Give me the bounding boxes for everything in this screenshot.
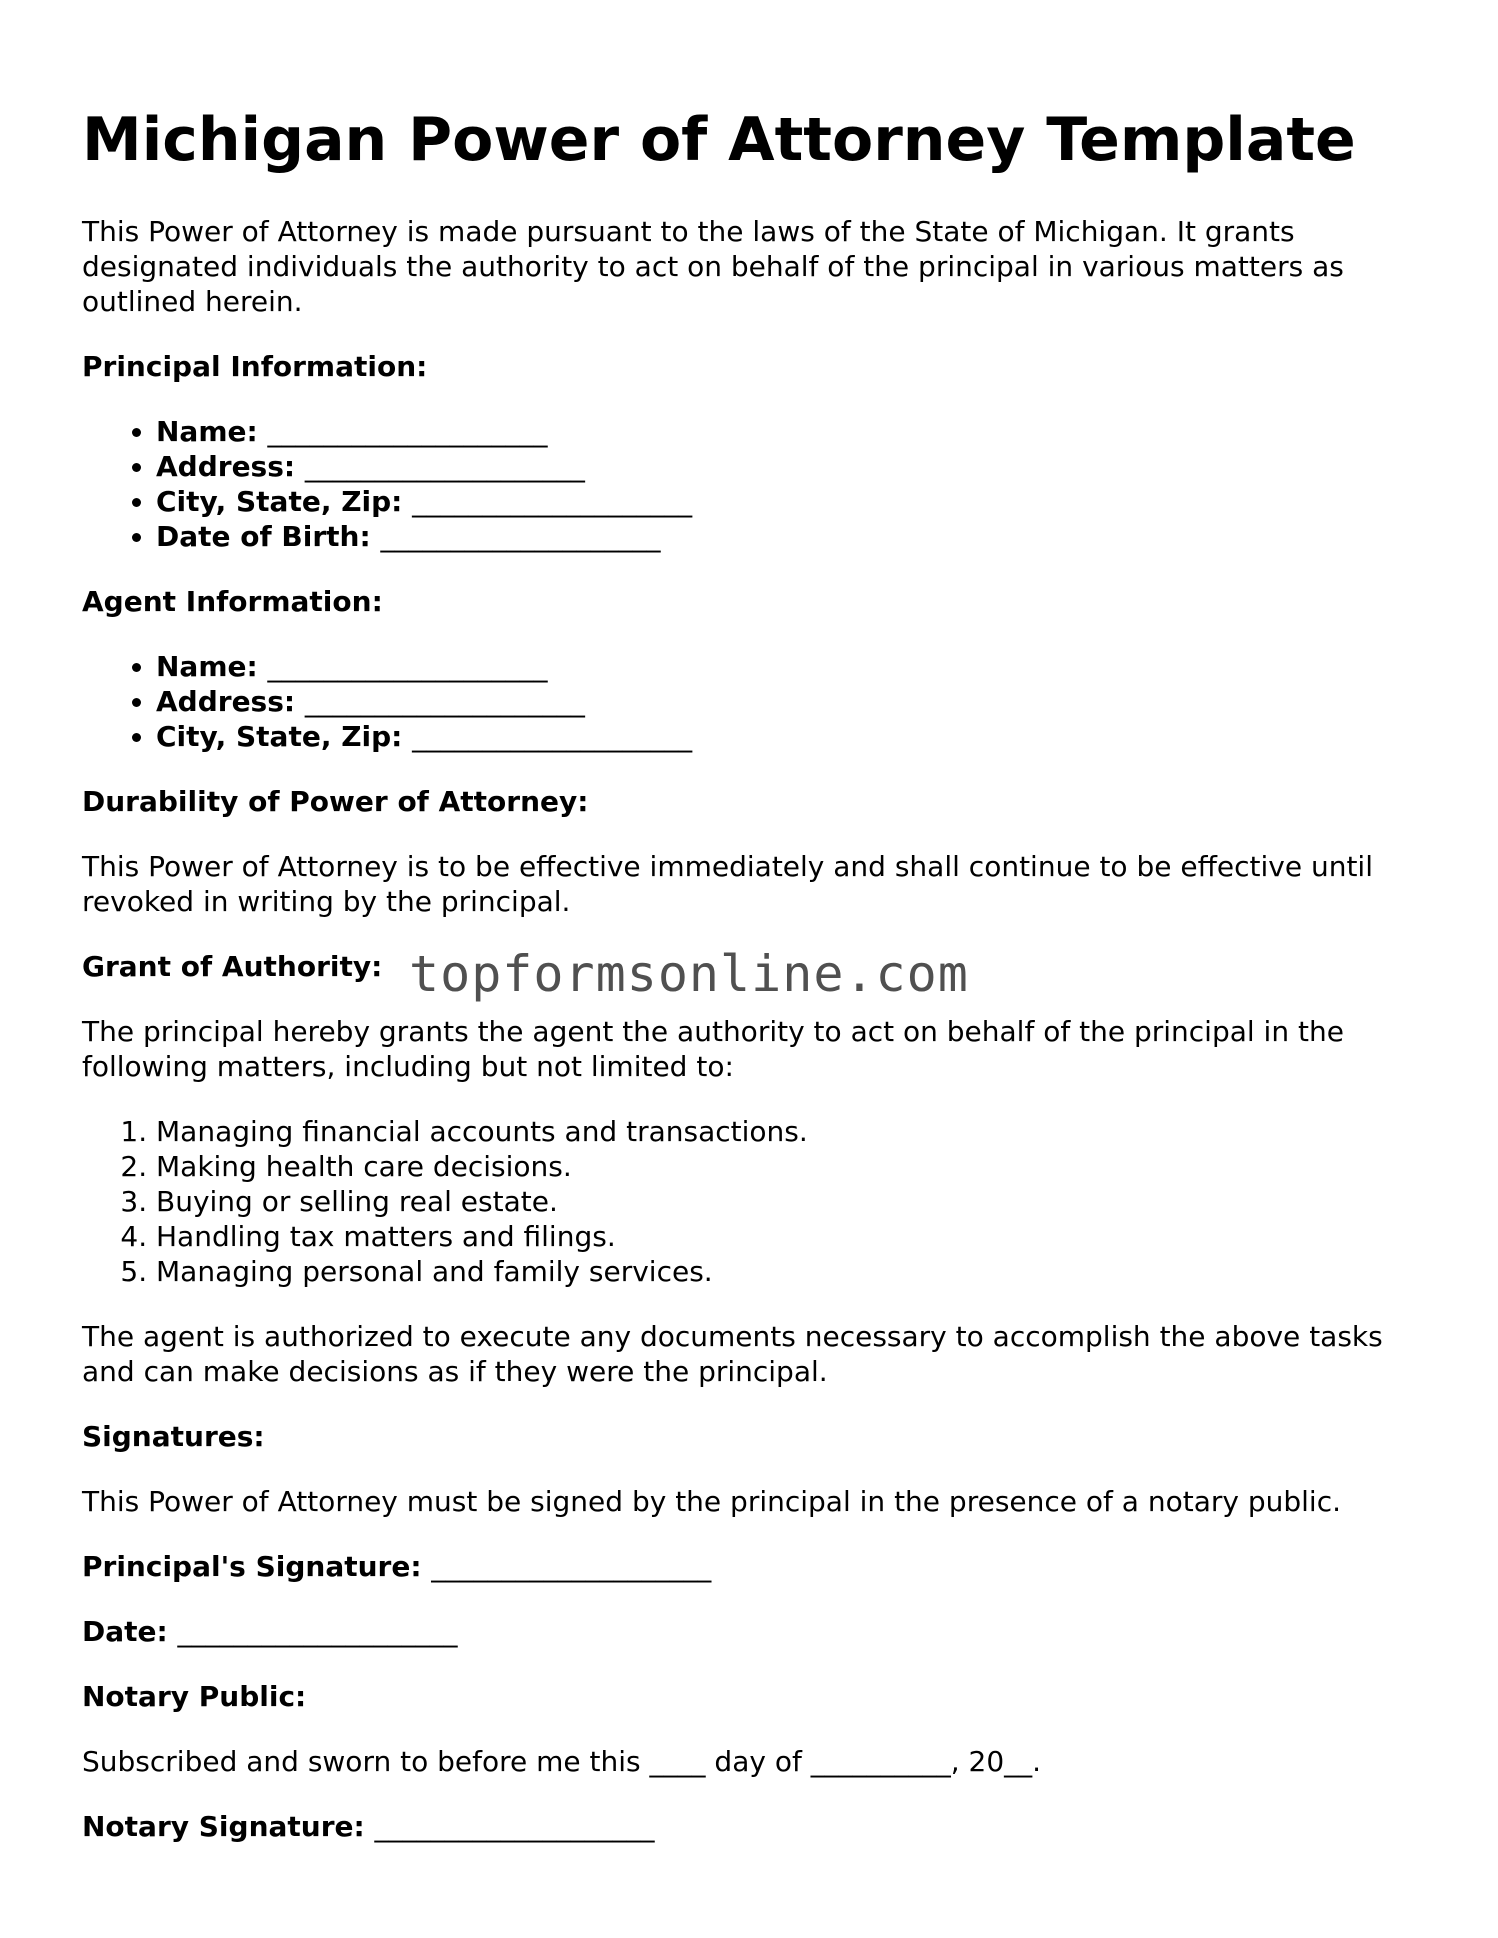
field-label: Address: [156,685,296,718]
list-item [156,719,1422,754]
notary-signature-line [82,1809,1422,1844]
date-label: Date: [82,1615,168,1648]
agent-info-heading: Agent Information: [82,585,383,618]
blank-line: ____________________ [374,1810,655,1843]
field-label: Date of Birth: [156,520,371,553]
list-item: 5. Managing personal and family services. [156,1254,1422,1289]
list-item [156,519,1422,554]
signatures-paragraph: This Power of Attorney must be signed by the principal in the presence of a notary public. [82,1485,1341,1518]
signatures-heading: Signatures: [82,1420,265,1453]
blank-line: ____________________ [304,685,585,718]
list-item [156,649,1422,684]
notary-sworn-statement: Subscribed and sworn to before me this ____ day of __________, 20__. [82,1745,1042,1778]
field-label: Name: [156,415,258,448]
blank-line: ____________________ [412,485,693,518]
list-item: 2. Making health care decisions. [156,1149,1422,1184]
blank-line: ____________________ [177,1615,458,1648]
intro-paragraph: This Power of Attorney is made pursuant to the laws of the State of Michigan. It grants designated individuals the authority to act on behalf of the principal in various matters as outlined herein. [82,215,1344,318]
field-label: City, State, Zip: [156,485,403,518]
list-item [156,449,1422,484]
blank-line: ____________________ [304,450,585,483]
agent-info-list [82,649,1422,754]
grant-paragraph: The principal hereby grants the agent the authority to act on behalf of the principal in the following matters, including but not limited to: [82,1015,1344,1083]
durability-heading: Durability of Power of Attorney: [82,785,589,818]
principal-info-list [82,414,1422,554]
watermark: topformsonline.com [409,945,969,1003]
field-label: Name: [156,650,258,683]
blank-line: ____________________ [380,520,661,553]
document-page [82,0,1422,1844]
list-item: 3. Buying or selling real estate. [156,1184,1422,1219]
field-label: City, State, Zip: [156,720,403,753]
principal-info-heading: Principal Information: [82,350,428,383]
list-item [156,484,1422,519]
durability-paragraph: This Power of Attorney is to be effective immediately and shall continue to be effective until revoked in writing by the principal. [82,850,1373,918]
list-item: 1. Managing financial accounts and transactions. [156,1114,1422,1149]
document-title: Michigan Power of Attorney Template [82,105,1356,175]
notary-signature-label: Notary Signature: [82,1810,365,1843]
blank-line: ____________________ [412,720,693,753]
blank-line: ____________________ [267,650,548,683]
notary-heading: Notary Public: [82,1680,307,1713]
blank-line: ____________________ [267,415,548,448]
grant-heading: Grant of Authority: [82,950,383,983]
list-item [156,684,1422,719]
grant-list [82,1114,1422,1289]
grant-closing-paragraph: The agent is authorized to execute any documents necessary to accomplish the above tasks and can make decisions as if they were the principal. [82,1320,1383,1388]
list-item: 4. Handling tax matters and filings. [156,1219,1422,1254]
list-item [156,414,1422,449]
field-label: Address: [156,450,296,483]
principal-signature-line [82,1549,1422,1584]
blank-line: ____________________ [431,1550,712,1583]
principal-signature-label: Principal's Signature: [82,1550,422,1583]
date-line [82,1614,1422,1649]
